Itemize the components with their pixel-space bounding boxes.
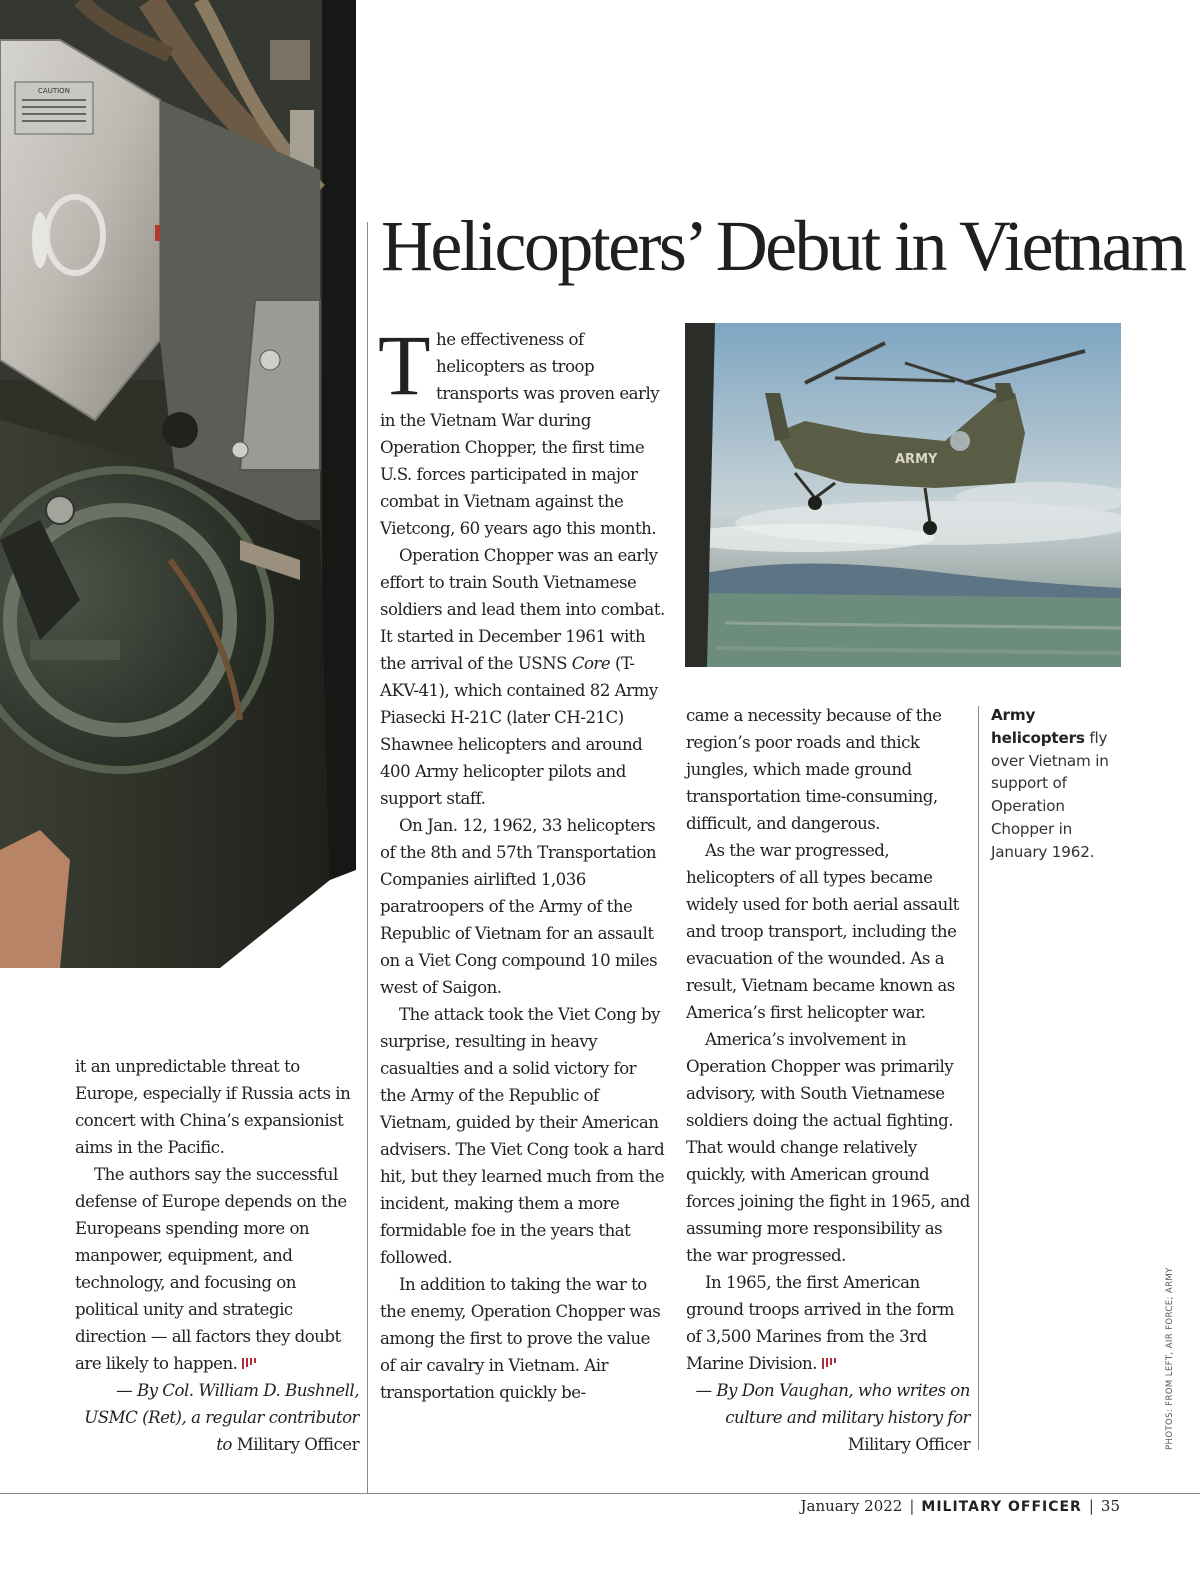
paragraph-text: Operation Chopper was an early effort to train South Vietnamese soldiers and lead them into combat. It started in December 1961 with the arrival of the USNS bbox=[380, 546, 665, 673]
paragraph bbox=[686, 1269, 970, 1377]
endmark-flag-icon bbox=[821, 1357, 838, 1370]
caution-label: CAUTION bbox=[38, 87, 70, 95]
paragraph-text: The authors say the successful defense of Europe depends on the Europeans spending more on manpower, equipment, and technology, and focusing on political unity and strategic direction — all factors they doubt are likely to happen. bbox=[75, 1165, 347, 1373]
footer-rule bbox=[0, 1493, 1200, 1494]
airframe-photo bbox=[0, 0, 356, 968]
column-divider bbox=[367, 222, 368, 1494]
caption-lead: Army helicopters bbox=[991, 706, 1085, 747]
paragraph-text: (T-AKV-41), which contained 82 Army Piasecki H-21C (later CH-21C) Shawnee helicopters and around 400 Army helicopter pilots and support staff. bbox=[380, 654, 658, 808]
paragraph bbox=[380, 1271, 665, 1406]
footer-separator: | bbox=[1088, 1497, 1094, 1515]
byline bbox=[686, 1377, 970, 1458]
paragraph bbox=[378, 317, 665, 542]
footer-separator: | bbox=[909, 1497, 915, 1515]
helicopter-photo bbox=[685, 323, 1121, 667]
paragraph-text: he effectiveness of helicopters as troop transports was proven early in the Vietnam War during Operation Chopper, the first time U.S. forces participated in major combat in Vietnam against the Vietcong, 60 years ago this month. bbox=[380, 330, 660, 538]
paragraph bbox=[380, 542, 665, 812]
article-column-1 bbox=[378, 317, 665, 1406]
paragraph bbox=[686, 1026, 970, 1269]
caption-divider bbox=[978, 706, 979, 1450]
photo-caption bbox=[991, 704, 1111, 864]
byline-text: — By Don Vaughan, who writes on culture and military history for bbox=[695, 1381, 970, 1427]
paragraph-text: America’s involvement in Operation Chopper was primarily advisory, with South Vietnamese soldiers doing the actual fighting. That would change relatively quickly, with American ground forces joining the fight in 1965, and assuming more responsibility as the war progressed. bbox=[686, 1030, 970, 1265]
drop-cap: T bbox=[378, 317, 431, 413]
previous-article-column bbox=[75, 1053, 359, 1458]
paragraph-text: came a necessity because of the region’s poor roads and thick jungles, which made ground transportation time-consuming, difficult, and dangerous. bbox=[686, 706, 942, 833]
caption-text: fly over Vietnam in support of Operation Chopper in January 1962. bbox=[991, 728, 1109, 861]
magazine-name: MILITARY OFFICER bbox=[921, 1499, 1082, 1515]
article-column-2 bbox=[686, 702, 970, 1458]
endmark-flag-icon bbox=[241, 1357, 258, 1370]
publication-name: Military Officer bbox=[847, 1435, 970, 1454]
ship-name: Core bbox=[571, 654, 611, 673]
byline bbox=[75, 1377, 359, 1458]
page-footer bbox=[801, 1497, 1120, 1515]
issue-date: January 2022 bbox=[800, 1497, 903, 1515]
paragraph-text: it an unpredictable threat to Europe, especially if Russia acts in concert with China’s expansionist aims in the Pacific. bbox=[75, 1057, 351, 1157]
article-headline: Helicopters’ Debut in Vietnam bbox=[381, 206, 1185, 286]
paragraph-text: In addition to taking the war to the enemy, Operation Chopper was among the first to prove the value of air cavalry in Vietnam. Air transportation quickly be- bbox=[380, 1275, 661, 1402]
paragraph-text: The attack took the Viet Cong by surprise, resulting in heavy casualties and a solid victory for the Army of the Republic of Vietnam, guided by their American advisers. The Viet Cong took a hard hit, but they learned much from the incident, making them a more formidable foe in the years that followed. bbox=[380, 1005, 665, 1267]
paragraph bbox=[686, 702, 970, 837]
paragraph bbox=[380, 1001, 665, 1271]
photo-credit: PHOTOS: FROM LEFT, AIR FORCE; ARMY bbox=[1165, 1267, 1175, 1450]
byline-text: — By Col. William D. Bushnell, USMC (Ret), a regular contributor to bbox=[84, 1381, 359, 1454]
paragraph-text: As the war progressed, helicopters of all types became widely used for both aerial assault and troop transport, including the evacuation of the wounded. As a result, Vietnam became known as America’s first helicopter war. bbox=[686, 841, 959, 1022]
page-number: 35 bbox=[1100, 1497, 1120, 1515]
army-marking: ARMY bbox=[895, 452, 938, 467]
paragraph bbox=[380, 812, 665, 1001]
paragraph-text: On Jan. 12, 1962, 33 helicopters of the 8th and 57th Transportation Companies airlifted 1,036 paratroopers of the Army of the Republic of Vietnam for an assault on a Viet Cong compound 10 miles west of Saigon. bbox=[380, 816, 658, 997]
publication-name: Military Officer bbox=[236, 1435, 359, 1454]
paragraph bbox=[75, 1053, 359, 1161]
paragraph bbox=[686, 837, 970, 1026]
paragraph-text: In 1965, the first American ground troops arrived in the form of 3,500 Marines from the 3rd Marine Division. bbox=[686, 1273, 954, 1373]
paragraph bbox=[75, 1161, 359, 1377]
